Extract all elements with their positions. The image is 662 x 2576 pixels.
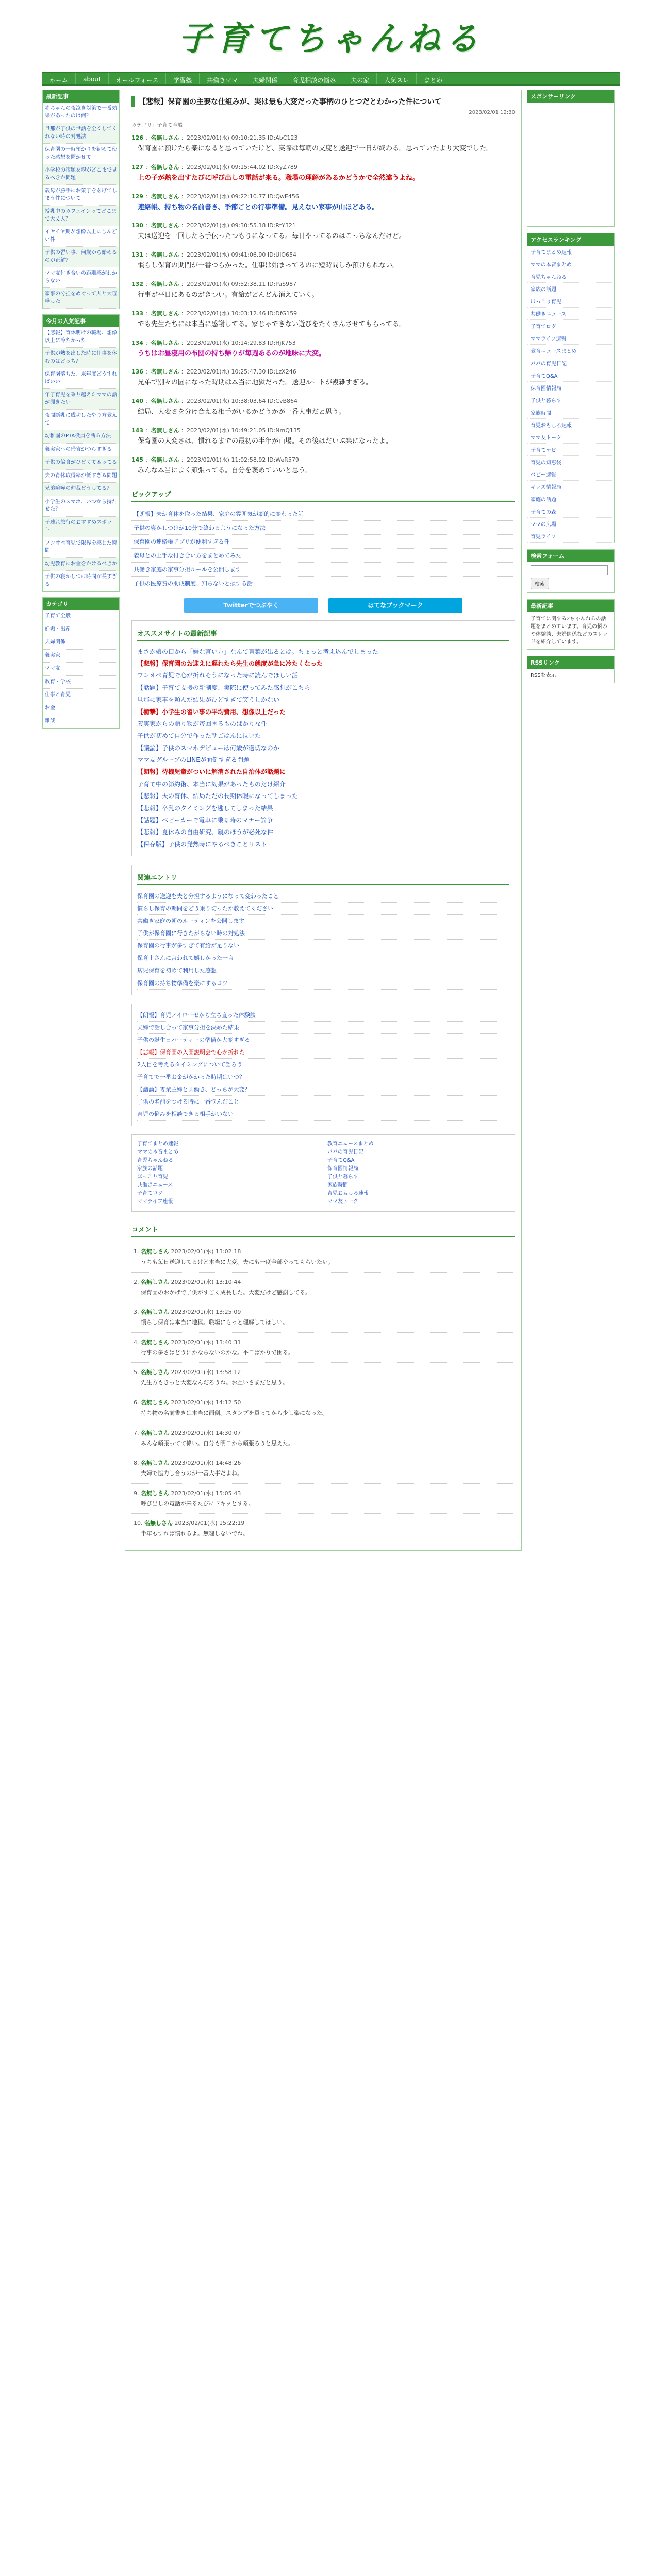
recommended-item[interactable]: 【悲報】卒乳のタイミングを逃してしまった結果 — [137, 804, 273, 812]
response-header: 140 ：名無しさん ：2023/02/01(水) 10:38:03.64 ID:CvB864 — [131, 398, 297, 405]
site-logo[interactable]: 子育てちゃんねる — [178, 20, 484, 58]
ranking-item[interactable]: 子供と暮らす — [527, 394, 614, 406]
ranking-item[interactable]: 子育てログ — [527, 320, 614, 332]
nav-item[interactable]: about — [76, 73, 109, 84]
nav-item[interactable]: 夫の家 — [343, 73, 377, 84]
comment — [131, 1363, 515, 1393]
related-item[interactable]: 【朗報】育児ノイローゼから立ち直った体験談 — [137, 1009, 509, 1022]
search-heading: 検索フォーム — [527, 550, 614, 562]
response-number: 145 — [131, 456, 143, 463]
partner-link[interactable]: ママ友トーク — [327, 1199, 358, 1205]
monthly-popular-heading: 今月の人気記事 — [43, 315, 119, 327]
response — [131, 367, 515, 388]
comments-heading: コメント — [131, 1222, 515, 1237]
category-item[interactable]: 義実家 — [43, 650, 119, 663]
comment-name: 名無しさん — [141, 1460, 169, 1467]
ranking-item[interactable]: 育児の知恵袋 — [527, 456, 614, 468]
comment — [131, 1514, 515, 1544]
related-item[interactable]: 保育士さんに言われて嬉しかった一言 — [137, 952, 509, 964]
comment-number: 8 — [134, 1460, 137, 1467]
ranking-item[interactable]: ママの広場 — [527, 518, 614, 530]
comment-date: 2023/02/01(水) 15:05:43 — [171, 1489, 241, 1497]
nav-item[interactable]: オールフォース — [109, 73, 167, 84]
response-date: 2023/02/01(水) 10:49:21.05 ID:NmQ135 — [186, 427, 301, 434]
category-item[interactable]: 雑談 — [43, 715, 119, 728]
ranking-item[interactable]: パパの育児日記 — [527, 357, 614, 369]
comment-body: 持ち物の名前書きは本当に面倒。スタンプを買ってから少し楽になった。 — [141, 1409, 328, 1416]
article-date: 2023/02/01 12:30 — [469, 110, 515, 115]
partner-link[interactable]: 育児おもしろ速報 — [327, 1191, 369, 1196]
response-number: 126 — [131, 134, 143, 141]
popular-item[interactable]: 子供の偏食がひどくて困ってる — [43, 456, 119, 470]
response-date: 2023/02/01(水) 09:30:55.18 ID:RtY321 — [186, 222, 296, 229]
comment-body: 半年もすれば慣れるよ。無理しないでね。 — [141, 1530, 249, 1537]
popular-item[interactable]: 幼児教育にお金をかけるべきか — [43, 558, 119, 571]
response-body: でも先生たちには本当に感謝してる。家じゃできない遊びをたくさんさせてもらってる。 — [138, 320, 406, 328]
response-number: 129 — [131, 193, 143, 200]
comment — [131, 1393, 515, 1423]
comment-header: 9. 名無しさん 2023/02/01(水) 15:05:43 — [134, 1489, 241, 1497]
ranking-item[interactable]: 保育園情報局 — [527, 382, 614, 394]
response — [131, 426, 515, 447]
comment-name: 名無しさん — [141, 1369, 169, 1376]
popular-item[interactable]: 子供の寝かしつけ時間が長すぎる — [43, 571, 119, 591]
ranking-item[interactable]: ママの本音まとめ — [527, 258, 614, 270]
response — [131, 221, 515, 242]
nav-item[interactable]: まとめ — [417, 73, 450, 84]
recommended-item[interactable]: 旦那に家事を頼んだ結果がひどすぎて笑うしかない — [137, 696, 280, 704]
related-item[interactable]: 共働き家庭の朝のルーティンを公開します — [137, 915, 509, 927]
response-body: 行事が平日にあるのがきつい。有給がどんどん消えていく。 — [138, 291, 319, 299]
ranking-item[interactable]: 家族の話題 — [527, 283, 614, 295]
latest-item[interactable]: 小学校の宿題を親がどこまで見るべきか問題 — [43, 164, 119, 185]
comment — [131, 1453, 515, 1484]
comment-body: 夫婦で協力し合うのが一番大事だよね。 — [141, 1470, 243, 1477]
twitter-share-button[interactable]: Twitterでつぶやく — [184, 598, 318, 613]
comment-header: 6. 名無しさん 2023/02/01(水) 14:12:50 — [134, 1399, 241, 1406]
partner-link[interactable]: ママの本音まとめ — [137, 1149, 178, 1155]
related-heading: 関連エントリ — [137, 870, 509, 885]
comment-header: 4. 名無しさん 2023/02/01(水) 13:40:31 — [134, 1338, 241, 1346]
nav-item[interactable]: 共働きママ — [200, 73, 245, 84]
pickup-item[interactable]: 義母との上手な付き合い方をまとめてみた — [131, 549, 515, 563]
category-item[interactable]: 子育て全般 — [43, 610, 119, 623]
response-header: 130 ：名無しさん ：2023/02/01(水) 09:30:55.18 ID:RtY321 — [131, 222, 296, 229]
global-nav — [42, 72, 620, 86]
ranking-item[interactable]: 子育てまとめ速報 — [527, 246, 614, 258]
response — [131, 250, 515, 272]
comment-body: 先生方もきっと大変なんだろうね。お互いさまだと思う。 — [141, 1379, 288, 1386]
recommended-item[interactable]: 【衝撃】小学生の習い事の平均費用、想像以上だった — [137, 708, 286, 716]
partner-link[interactable]: ママライフ速報 — [137, 1199, 173, 1205]
ranking-item[interactable]: 育児ライフ — [527, 530, 614, 543]
ranking-item[interactable]: キッズ情報局 — [527, 481, 614, 493]
response-name: 名無しさん — [151, 251, 179, 259]
comment-number: 9 — [134, 1489, 137, 1497]
comment-name: 名無しさん — [141, 1429, 169, 1436]
recommended-item[interactable]: 【話題】子育て支援の新制度、実際に使ってみた感想がこちら — [137, 684, 311, 691]
comment-number: 1 — [134, 1248, 137, 1255]
response-body: 結局、大変さを分け合える相手がいるかどうかが一番大事だと思う。 — [138, 408, 346, 416]
popular-item[interactable]: 義実家への帰省がつらすぎる — [43, 444, 119, 457]
response — [131, 163, 515, 184]
response-body: 夫は送迎を一回したら手伝ったつもりになってる。毎日やってるのはこっちなんだけど。 — [138, 232, 406, 241]
comment-name: 名無しさん — [141, 1399, 169, 1406]
comment-date: 2023/02/01(水) 14:30:07 — [171, 1429, 241, 1436]
search-button[interactable]: 検索 — [531, 578, 549, 589]
latest-item[interactable]: 家事の分担をめぐって夫と大喧嘩した — [43, 288, 119, 309]
popular-item[interactable]: 年子育児を乗り越えたママの話が聞きたい — [43, 389, 119, 410]
popular-item[interactable]: 幼稚園のPTA役員を断る方法 — [43, 430, 119, 444]
latest-item[interactable]: 義母が勝手にお菓子をあげてしまう件について — [43, 185, 119, 206]
about-heading: 最新記事 — [527, 600, 614, 612]
comment-date: 2023/02/01(水) 13:58:12 — [171, 1369, 241, 1376]
nav-item[interactable]: 人気スレ — [377, 73, 417, 84]
related-item[interactable]: 夫婦で話し合って家事分担を決めた結果 — [137, 1022, 509, 1034]
ranking-item[interactable]: 家族時間 — [527, 406, 614, 419]
related-item[interactable]: 育児の悩みを相談できる相手がいない — [137, 1108, 509, 1121]
comment-name: 名無しさん — [144, 1520, 173, 1527]
response-name: 名無しさん — [151, 163, 179, 171]
response — [131, 455, 515, 477]
popular-item[interactable]: 【悲報】育休明けの職場、想像以上に冷たかった — [43, 327, 119, 348]
comment — [131, 1242, 515, 1273]
response-date: 2023/02/01(水) 09:10:21.35 ID:AbC123 — [186, 134, 298, 141]
comment — [131, 1302, 515, 1333]
related-item[interactable]: 【議論】専業主婦と共働き、どっちが大変？ — [137, 1083, 509, 1096]
response — [131, 192, 515, 213]
ranking-item[interactable]: 子育てQ&A — [527, 369, 614, 382]
response-number: 132 — [131, 280, 143, 287]
ranking-item[interactable]: ほっこり育児 — [527, 295, 614, 308]
comment-name: 名無しさん — [141, 1278, 169, 1285]
popular-item[interactable]: 兄弟喧嘩の仲裁どうしてる？ — [43, 483, 119, 496]
response — [131, 280, 515, 301]
response-header: 136 ：名無しさん ：2023/02/01(水) 10:25:47.30 ID:LzX246 — [131, 368, 296, 376]
response-number: 134 — [131, 339, 143, 346]
comment-name: 名無しさん — [141, 1309, 169, 1316]
ranking-item[interactable]: ママライフ速報 — [527, 332, 614, 345]
response-header: 129 ：名無しさん ：2023/02/01(水) 09:22:10.77 ID:QwE456 — [131, 193, 299, 200]
partner-link[interactable]: 家族の話題 — [137, 1166, 163, 1172]
comment-number: 4 — [134, 1338, 137, 1346]
response-number: 143 — [131, 427, 143, 434]
article-category[interactable]: カテゴリ：子育て全般 — [131, 123, 183, 128]
comment-number: 10 — [134, 1520, 141, 1527]
popular-item[interactable]: 小学生のスマホ、いつから持たせた？ — [43, 496, 119, 517]
latest-item[interactable]: 旦那が子供の世話を全くしてくれない時の対処法 — [43, 123, 119, 144]
comment — [131, 1484, 515, 1514]
category-heading: カテゴリ — [43, 598, 119, 610]
rss-heading: RSSリンク — [527, 656, 614, 669]
latest-item[interactable]: 赤ちゃんの夜泣き対策で一番効果があったのは何？ — [43, 103, 119, 123]
category-item[interactable]: 教育・学校 — [43, 676, 119, 689]
comment-body: みんな頑張ってて偉い。自分も明日から頑張ろうと思えた。 — [141, 1439, 294, 1447]
ranking-item[interactable]: 家庭の話題 — [527, 493, 614, 505]
partner-link[interactable]: 家族時間 — [327, 1182, 348, 1188]
popular-item[interactable]: 保育園落ちた、来年度どうすればいい — [43, 368, 119, 389]
response-date: 2023/02/01(水) 09:15:44.02 ID:XyZ789 — [186, 163, 297, 171]
comment-header: 5. 名無しさん 2023/02/01(水) 13:58:12 — [134, 1369, 241, 1376]
recommended-item[interactable]: 子育て中の節約術、本当に効果があったものだけ紹介 — [137, 780, 286, 788]
response-name: 名無しさん — [151, 193, 179, 200]
comment-header: 7. 名無しさん 2023/02/01(水) 14:30:07 — [134, 1429, 241, 1436]
response-date: 2023/02/01(水) 10:03:12.46 ID:DfG159 — [186, 310, 297, 317]
recommended-item[interactable]: 子供が初めて自分で作った朝ごはんに泣いた — [137, 732, 261, 740]
partner-link[interactable]: 子育てQ&A — [327, 1158, 355, 1163]
main-content — [125, 90, 522, 1551]
comment-name: 名無しさん — [141, 1338, 169, 1346]
recommended-item[interactable]: 【保存版】子供の発熱時にやるべきことリスト — [137, 840, 267, 848]
partner-link[interactable]: 子供と暮らす — [327, 1174, 358, 1180]
rss-link[interactable]: RSSを表示 — [531, 673, 556, 679]
response-name: 名無しさん — [151, 134, 179, 141]
comment — [131, 1423, 515, 1454]
comment-number: 3 — [134, 1309, 137, 1316]
response-body: 保育園の大変さは、慣れるまでの最初の半年が山場。その後はだいぶ楽になったよ。 — [138, 437, 393, 445]
response-number: 133 — [131, 310, 143, 317]
response-number: 140 — [131, 398, 143, 405]
category-item[interactable]: お金 — [43, 702, 119, 716]
comment-date: 2023/02/01(水) 14:12:50 — [171, 1399, 241, 1406]
response-body: みんな本当によく頑張ってる。自分を褒めていいと思う。 — [138, 466, 312, 474]
related-item[interactable]: 保育園の行事が多すぎて有給が足りない — [137, 940, 509, 952]
ranking-item[interactable]: 共働きニュース — [527, 308, 614, 320]
comment-number: 7 — [134, 1429, 137, 1436]
latest-item[interactable]: 保育園の一時預かりを初めて使った感想を聞かせて — [43, 144, 119, 164]
partner-link[interactable]: ほっこり育児 — [137, 1174, 168, 1180]
comment-number: 2 — [134, 1278, 137, 1285]
response-name: 名無しさん — [151, 222, 179, 229]
comment-date: 2023/02/01(水) 14:48:26 — [171, 1460, 241, 1467]
comment-header: 1. 名無しさん 2023/02/01(水) 13:02:18 — [134, 1248, 241, 1255]
comment-number: 5 — [134, 1369, 137, 1376]
partner-link[interactable]: 共働きニュース — [137, 1182, 173, 1188]
ranking-item[interactable]: 子育てナビ — [527, 444, 614, 456]
comment-date: 2023/02/01(水) 13:40:31 — [171, 1338, 241, 1346]
comment-body: うちも毎日送迎してるけど本当に大変。夫にも一度全部やってもらいたい。 — [141, 1259, 334, 1265]
response-name: 名無しさん — [151, 280, 179, 287]
ranking-item[interactable]: 育児ちゃんねる — [527, 270, 614, 283]
recommended-item[interactable]: まさか娘の口から「嫌な言い方」なんて言葉が出るとは。ちょっと考え込んでしまった — [137, 648, 379, 655]
response-header: 134 ：名無しさん ：2023/02/01(水) 10:14:29.83 ID:HjK753 — [131, 339, 296, 346]
comment-date: 2023/02/01(水) 13:02:18 — [171, 1248, 241, 1255]
response-header: 131 ：名無しさん ：2023/02/01(水) 09:41:06.90 ID:UiO654 — [131, 251, 297, 259]
comment-header: 3. 名無しさん 2023/02/01(水) 13:25:09 — [134, 1309, 241, 1316]
pickup-item[interactable]: 【朗報】夫が育休を取った結果、家庭の雰囲気が劇的に変わった話 — [131, 507, 515, 521]
response-number: 127 — [131, 163, 143, 171]
pickup-item[interactable]: 子供の医療費の助成制度、知らないと損する話 — [131, 577, 515, 590]
partner-link[interactable]: 子育てまとめ速報 — [137, 1141, 178, 1147]
latest-item[interactable]: 子供の習い事、何歳から始めるのが正解？ — [43, 247, 119, 267]
comment — [131, 1273, 515, 1303]
response-name: 名無しさん — [151, 398, 179, 405]
response-name: 名無しさん — [151, 339, 179, 346]
recommended-item[interactable]: 【議論】子供のスマホデビューは何歳が適切なのか — [137, 744, 279, 752]
category-item[interactable]: 夫婦関係 — [43, 636, 119, 650]
comment-date: 2023/02/01(水) 13:10:44 — [171, 1278, 241, 1285]
partner-link[interactable]: 教育ニュースまとめ — [327, 1141, 374, 1147]
comment-date: 2023/02/01(水) 15:22:19 — [174, 1520, 245, 1527]
comment-header: 2. 名無しさん 2023/02/01(水) 13:10:44 — [134, 1278, 241, 1285]
nav-item[interactable]: 学習塾 — [166, 73, 200, 84]
response-number: 131 — [131, 251, 143, 259]
related-item[interactable]: 子供の誕生日パーティーの準備が大変すぎる — [137, 1034, 509, 1046]
comment-body: 呼び出しの電話が来るたびにドキッとする。 — [141, 1500, 254, 1507]
latest-item[interactable]: 授乳中のカフェインってどこまで大丈夫？ — [43, 206, 119, 226]
comment-name: 名無しさん — [141, 1248, 169, 1255]
recommended-item[interactable]: ママ友グループのLINEが面倒すぎる問題 — [137, 756, 250, 764]
related-item[interactable]: 【悲報】保育園の入園説明会で心が折れた — [137, 1046, 509, 1059]
about-text: 子育てに関する2ちゃんねるの話題をまとめています。育児の悩みや体験談、夫婦関係などのスレッドを紹介しています。 — [531, 616, 608, 645]
latest-heading: 最新記事 — [43, 90, 119, 103]
recommended-item[interactable]: 義実家からの贈り物が毎回困るものばかりな件 — [137, 720, 268, 727]
pickup-item[interactable]: 子供の寝かしつけが10分で終わるようになった方法 — [131, 521, 515, 535]
response-number: 136 — [131, 368, 143, 376]
popular-item[interactable]: ワンオペ育児で限界を感じた瞬間 — [43, 537, 119, 558]
response — [131, 338, 515, 360]
partner-link[interactable]: 子育てログ — [137, 1191, 163, 1196]
comment-header: 8. 名無しさん 2023/02/01(水) 14:48:26 — [134, 1460, 241, 1467]
response — [131, 309, 515, 330]
recommended-sites — [131, 620, 515, 857]
response — [131, 397, 515, 418]
related-item[interactable]: 慣らし保育の期間をどう乗り切ったか教えてください — [137, 903, 509, 915]
popular-item[interactable]: 夫の育休取得率が低すぎる問題 — [43, 470, 119, 483]
site-header — [0, 0, 662, 72]
response-date: 2023/02/01(水) 11:02:58.92 ID:WeR579 — [186, 456, 299, 463]
popular-item[interactable]: 子供が熱を出した時に仕事を休むのはどっち？ — [43, 348, 119, 368]
response-date: 2023/02/01(水) 10:25:47.30 ID:LzX246 — [186, 368, 296, 376]
response-body: 兄弟で別々の園になった時期は本当に地獄だった。送迎ルートが複雑すぎる。 — [138, 379, 373, 387]
recommended-item[interactable]: 【朗報】待機児童がついに解消された自治体が話題に — [137, 768, 286, 776]
nav-item[interactable]: ホーム — [42, 73, 76, 84]
partner-link[interactable]: 育児ちゃんねる — [137, 1158, 173, 1163]
pickup-item[interactable]: 共働き家庭の家事分担ルールを公開します — [131, 563, 515, 577]
response-body: 連絡帳、持ち物の名前書き、季節ごとの行事準備。見えない家事が山ほどある。 — [138, 203, 379, 211]
right-sidebar — [527, 90, 615, 1551]
related-entries — [131, 865, 515, 995]
category-item[interactable]: 仕事と育児 — [43, 689, 119, 702]
comments-section — [131, 1222, 515, 1544]
recommended-item[interactable]: ワンオペ育児で心が折れそうになった時に読んでほしい話 — [137, 672, 299, 680]
sponsor-heading: スポンサーリンク — [527, 90, 614, 103]
response-date: 2023/02/01(水) 10:14:29.83 ID:HjK753 — [186, 339, 296, 346]
comment-body: 慣らし保育は本当に地獄。職場にもっと理解してほしい。 — [141, 1319, 288, 1326]
category-item[interactable]: 妊娠・出産 — [43, 623, 119, 637]
response-body: 慣らし保育の期間が一番つらかった。仕事は始まってるのに短時間しか預けられない。 — [138, 262, 400, 270]
recommended-item[interactable]: 【悲報】夫の育休、結局ただの長期休暇になってしまった — [137, 792, 299, 800]
response-body: うちはお昼寝用の布団の持ち帰りが毎週あるのが地味に大変。 — [138, 349, 326, 358]
response-date: 2023/02/01(水) 09:22:10.77 ID:QwE456 — [186, 193, 299, 200]
search-input[interactable] — [531, 565, 608, 575]
partner-link[interactable]: 保育園情報局 — [327, 1166, 358, 1172]
response-date: 2023/02/01(水) 09:41:06.90 ID:UiO654 — [186, 251, 297, 259]
popular-item[interactable]: 子連れ旅行のおすすめスポット — [43, 517, 119, 537]
pickup-heading: ピックアップ — [131, 487, 515, 502]
hatena-bookmark-button[interactable]: はてなブックマーク — [328, 598, 462, 613]
related-item[interactable]: 2人目を考えるタイミングについて語ろう — [137, 1059, 509, 1071]
nav-item[interactable]: 育児相談の悩み — [285, 73, 343, 84]
recommended-heading: オススメサイトの最新記事 — [137, 626, 509, 641]
left-sidebar — [42, 90, 120, 1551]
ranking-item[interactable]: 育児おもしろ速報 — [527, 419, 614, 431]
response-name: 名無しさん — [151, 427, 179, 434]
response-name: 名無しさん — [151, 310, 179, 317]
response-header: 143 ：名無しさん ：2023/02/01(水) 10:49:21.05 ID:NmQ135 — [131, 427, 301, 434]
pickup-item[interactable]: 保育園の連絡帳アプリが便利すぎる件 — [131, 535, 515, 549]
related-item[interactable]: 子育てで一番お金がかかった時期はいつ？ — [137, 1071, 509, 1083]
response-header: 132 ：名無しさん ：2023/02/01(水) 09:52:38.11 ID:PaS987 — [131, 280, 297, 287]
response-header: 127 ：名無しさん ：2023/02/01(水) 09:15:44.02 ID:XyZ789 — [131, 163, 297, 171]
response-date: 2023/02/01(水) 10:38:03.64 ID:CvB864 — [186, 398, 297, 405]
nav-item[interactable]: 夫婦関係 — [245, 73, 285, 84]
response-name: 名無しさん — [151, 368, 179, 376]
partner-links — [131, 1134, 515, 1212]
comment-header: 10. 名無しさん 2023/02/01(水) 15:22:19 — [134, 1520, 245, 1527]
comment-name: 名無しさん — [141, 1489, 169, 1497]
comment-number: 6 — [134, 1399, 137, 1406]
ranking-item[interactable]: 子育ての森 — [527, 505, 614, 518]
response-body: 上の子が熱を出すたびに呼び出しの電話が来る。職場の理解があるかどうかで全然違うよね。 — [138, 174, 420, 182]
ranking-item[interactable]: ママ友トーク — [527, 431, 614, 444]
recommended-item[interactable]: 【悲報】保育園のお迎えに遅れたら先生の態度が急に冷たくなった — [137, 659, 323, 667]
response-header: 133 ：名無しさん ：2023/02/01(水) 10:03:12.46 ID:DfG159 — [131, 310, 297, 317]
recommended-item[interactable]: 【悲報】夏休みの自由研究、親のほうが必死な件 — [137, 828, 274, 836]
response-body: 保育園に預けたら楽になると思っていたけど、実際は毎朝の支度と送迎で一日が終わる。思っていたより大変でした。 — [138, 145, 493, 152]
comment-body: 行事の多さはどうにかならないのかな。平日ばかりで困る。 — [141, 1349, 294, 1356]
popular-item[interactable]: 夜間断乳に成功したやり方教えて — [43, 410, 119, 430]
article — [125, 90, 522, 1551]
comment — [131, 1333, 515, 1363]
latest-item[interactable]: ママ友付き合いの距離感がわからない — [43, 267, 119, 288]
comment-body: 保育園のおかげで子供がすごく成長した。大変だけど感謝してる。 — [141, 1289, 311, 1296]
ranking-item[interactable]: ベビー速報 — [527, 468, 614, 481]
sponsor-area — [527, 103, 614, 226]
related-item[interactable]: 保育園の送迎を夫と分担するようになって変わったこと — [137, 890, 509, 903]
related-entries-2 — [131, 1004, 515, 1126]
response-header: 126 ：名無しさん ：2023/02/01(水) 09:10:21.35 ID:AbC123 — [131, 134, 298, 141]
response-header: 145 ：名無しさん ：2023/02/01(水) 11:02:58.92 ID:WeR579 — [131, 456, 299, 463]
response-date: 2023/02/01(水) 09:52:38.11 ID:PaS987 — [186, 280, 297, 287]
related-item[interactable]: 保育園の持ち物準備を楽にするコツ — [137, 977, 509, 990]
comment-date: 2023/02/01(水) 13:25:09 — [171, 1309, 241, 1316]
related-item[interactable]: 子供の名前をつける時に一番悩んだこと — [137, 1096, 509, 1108]
response-number: 130 — [131, 222, 143, 229]
latest-item[interactable]: イヤイヤ期が想像以上にしんどい件 — [43, 226, 119, 247]
article-title[interactable]: 【悲報】保育園の主要な仕組みが、実は最も大変だった事柄のひとつだとわかった件について — [131, 96, 515, 107]
response-name: 名無しさん — [151, 456, 179, 463]
category-item[interactable]: ママ友 — [43, 663, 119, 676]
partner-link[interactable]: パパの育児日記 — [327, 1149, 363, 1155]
related-item[interactable]: 子供が保育園に行きたがらない時の対処法 — [137, 927, 509, 940]
ranking-item[interactable]: 教育ニュースまとめ — [527, 345, 614, 357]
response — [131, 133, 515, 155]
recommended-item[interactable]: 【話題】ベビーカーで電車に乗る時のマナー論争 — [137, 817, 273, 824]
related-item[interactable]: 病児保育を初めて利用した感想 — [137, 964, 509, 977]
ranking-heading: アクセスランキング — [527, 233, 614, 246]
